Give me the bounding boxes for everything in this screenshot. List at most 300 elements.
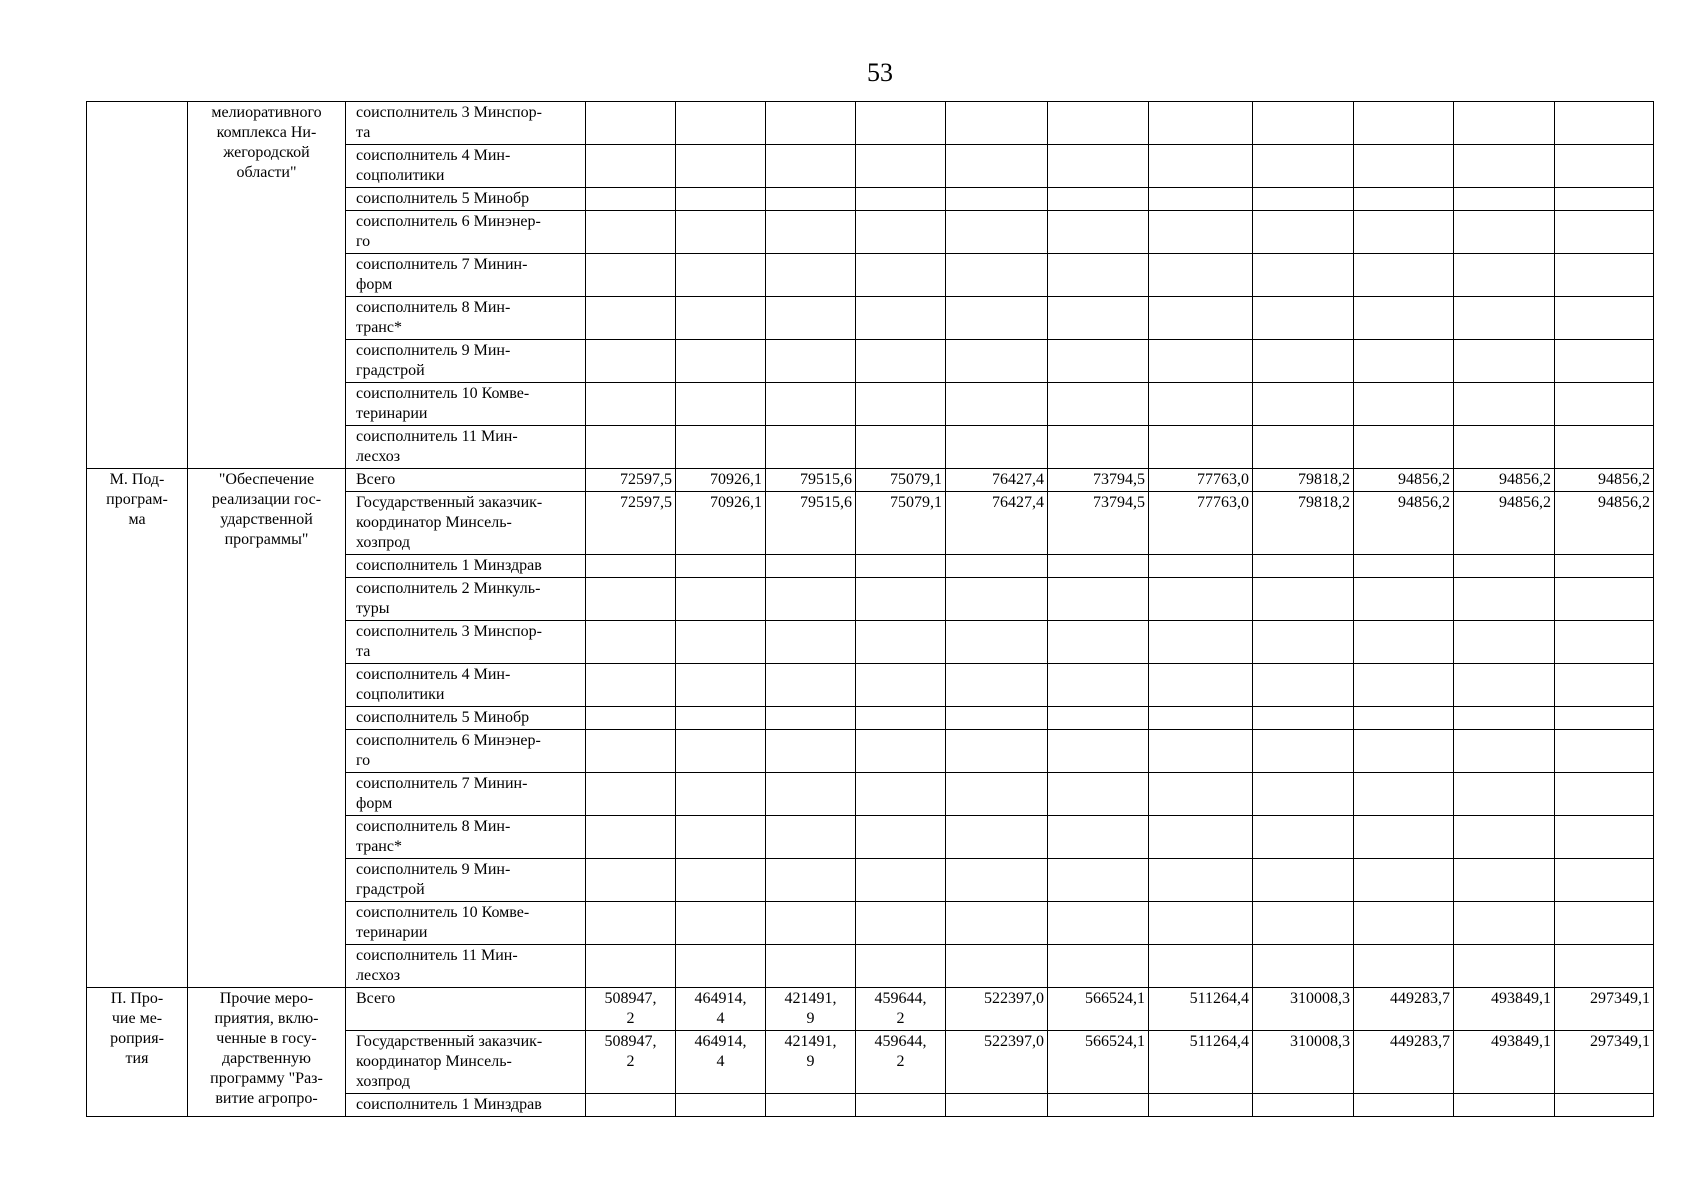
executor-cell: соисполнитель 4 Мин- соцполитики [346,145,586,188]
value-cell [1454,621,1555,664]
value-cell [856,426,946,469]
value-cell: 79515,6 [766,469,856,492]
value-cell: 94856,2 [1555,469,1654,492]
subprogram-cell [87,102,188,469]
value-cell [766,773,856,816]
value-cell [1555,383,1654,426]
value-cell [1354,578,1454,621]
value-cell [766,254,856,297]
value-cell [676,902,766,945]
executor-cell: соисполнитель 3 Минспор- та [346,621,586,664]
value-cell [946,621,1048,664]
value-cell [676,707,766,730]
executor-cell: соисполнитель 10 Комве- теринарии [346,383,586,426]
value-cell [1354,730,1454,773]
value-cell [1354,773,1454,816]
value-cell [766,707,856,730]
value-cell [946,254,1048,297]
value-cell: 522397,0 [946,988,1048,1031]
value-cell [946,707,1048,730]
table-row [87,469,1654,492]
value-cell [766,621,856,664]
value-cell [1048,578,1149,621]
executor-cell: соисполнитель 6 Минэнер- го [346,211,586,254]
value-cell [1555,578,1654,621]
value-cell [1354,902,1454,945]
value-cell [1253,773,1354,816]
value-cell [676,340,766,383]
value-cell [1454,188,1555,211]
value-cell [1253,297,1354,340]
value-cell [766,578,856,621]
value-cell [946,578,1048,621]
value-cell [1253,340,1354,383]
value-cell [1149,816,1253,859]
value-cell [1454,102,1555,145]
value-cell [946,773,1048,816]
value-cell [1149,773,1253,816]
value-cell [1253,816,1354,859]
value-cell [1555,555,1654,578]
value-cell [586,773,676,816]
value-cell [1149,145,1253,188]
value-cell [1555,859,1654,902]
value-cell [766,297,856,340]
value-cell [1354,297,1454,340]
value-cell: 566524,1 [1048,988,1149,1031]
value-cell [586,859,676,902]
value-cell [1149,555,1253,578]
value-cell [676,188,766,211]
value-cell [766,730,856,773]
executor-cell: соисполнитель 9 Мин- градстрой [346,859,586,902]
value-cell [1354,816,1454,859]
value-cell [1149,188,1253,211]
value-cell [766,102,856,145]
value-cell [1253,211,1354,254]
value-cell [856,578,946,621]
value-cell [1454,816,1555,859]
value-cell [1354,621,1454,664]
value-cell [856,383,946,426]
value-cell: 449283,7 [1354,1031,1454,1094]
value-cell: 77763,0 [1149,492,1253,555]
value-cell: 79515,6 [766,492,856,555]
value-cell [586,902,676,945]
value-cell [766,1094,856,1117]
value-cell [1253,859,1354,902]
value-cell [676,297,766,340]
executor-cell: соисполнитель 11 Мин- лесхоз [346,945,586,988]
value-cell [1555,730,1654,773]
value-cell [676,816,766,859]
value-cell [1253,145,1354,188]
value-cell [1149,297,1253,340]
value-cell [1555,816,1654,859]
value-cell [1048,1094,1149,1117]
value-cell [586,426,676,469]
value-cell [856,188,946,211]
value-cell [856,730,946,773]
executor-cell: соисполнитель 4 Мин- соцполитики [346,664,586,707]
value-cell [586,297,676,340]
value-cell [766,902,856,945]
value-cell [1454,664,1555,707]
executor-cell: соисполнитель 1 Минздрав [346,555,586,578]
value-cell [676,254,766,297]
value-cell [586,730,676,773]
value-cell: 310008,3 [1253,988,1354,1031]
value-cell: 70926,1 [676,469,766,492]
executor-cell: Всего [346,988,586,1031]
value-cell: 566524,1 [1048,1031,1149,1094]
value-cell [856,102,946,145]
executor-cell: соисполнитель 10 Комве- теринарии [346,902,586,945]
value-cell [1454,383,1555,426]
value-cell [1253,254,1354,297]
value-cell [856,664,946,707]
value-cell [676,578,766,621]
program-title-cell: мелиоративного комплекса Ни- жегородской области" [188,102,346,469]
value-cell [1354,254,1454,297]
value-cell [1555,945,1654,988]
value-cell [586,707,676,730]
value-cell [1149,945,1253,988]
value-cell [1048,340,1149,383]
value-cell [1354,664,1454,707]
value-cell: 79818,2 [1253,469,1354,492]
value-cell [1253,188,1354,211]
value-cell [1454,555,1555,578]
value-cell [1454,211,1555,254]
value-cell: 73794,5 [1048,469,1149,492]
value-cell [1048,254,1149,297]
value-cell [946,816,1048,859]
value-cell [586,816,676,859]
value-cell [1048,707,1149,730]
value-cell [676,555,766,578]
value-cell [1555,773,1654,816]
executor-cell: Всего [346,469,586,492]
value-cell [856,945,946,988]
value-cell [1555,902,1654,945]
value-cell [1253,707,1354,730]
executor-cell: соисполнитель 8 Мин- транс* [346,816,586,859]
value-cell [856,254,946,297]
value-cell [586,578,676,621]
value-cell [766,664,856,707]
value-cell: 72597,5 [586,469,676,492]
value-cell [946,859,1048,902]
value-cell [1454,707,1555,730]
value-cell [766,188,856,211]
value-cell: 449283,7 [1354,988,1454,1031]
value-cell [1149,383,1253,426]
page-number: 53 [867,58,893,87]
value-cell [586,1094,676,1117]
value-cell: 310008,3 [1253,1031,1354,1094]
value-cell: 94856,2 [1454,469,1555,492]
value-cell [856,902,946,945]
value-cell [1454,859,1555,902]
executor-cell: соисполнитель 8 Мин- транс* [346,297,586,340]
value-cell [676,621,766,664]
value-cell [676,426,766,469]
value-cell: 94856,2 [1555,492,1654,555]
value-cell: 464914, 4 [676,1031,766,1094]
value-cell [1048,297,1149,340]
value-cell [946,902,1048,945]
value-cell [586,555,676,578]
value-cell [946,102,1048,145]
value-cell: 421491, 9 [766,988,856,1031]
value-cell [1149,102,1253,145]
value-cell [1149,902,1253,945]
value-cell [856,297,946,340]
value-cell [1555,1094,1654,1117]
value-cell [1048,621,1149,664]
value-cell [1149,859,1253,902]
value-cell: 73794,5 [1048,492,1149,555]
value-cell [1149,1094,1253,1117]
value-cell [766,859,856,902]
value-cell [586,102,676,145]
value-cell: 508947, 2 [586,1031,676,1094]
executor-cell: соисполнитель 5 Минобр [346,707,586,730]
value-cell [856,621,946,664]
value-cell [946,730,1048,773]
value-cell [586,383,676,426]
value-cell: 493849,1 [1454,988,1555,1031]
value-cell [1048,902,1149,945]
value-cell: 76427,4 [946,469,1048,492]
subprogram-cell: П. Про- чие ме- роприя- тия [87,988,188,1117]
value-cell [1253,426,1354,469]
value-cell [1354,102,1454,145]
subprogram-cell: М. Под- програм- ма [87,469,188,988]
value-cell [1454,773,1555,816]
value-cell [1048,211,1149,254]
value-cell: 421491, 9 [766,1031,856,1094]
value-cell [856,1094,946,1117]
executor-cell: соисполнитель 9 Мин- градстрой [346,340,586,383]
value-cell [586,145,676,188]
value-cell [1555,211,1654,254]
value-cell [1253,1094,1354,1117]
value-cell [1149,254,1253,297]
value-cell [1048,664,1149,707]
value-cell [586,664,676,707]
value-cell [946,188,1048,211]
value-cell: 511264,4 [1149,988,1253,1031]
value-cell [856,816,946,859]
value-cell [766,340,856,383]
budget-table [86,101,1654,1117]
value-cell [586,254,676,297]
value-cell [1354,188,1454,211]
value-cell [1454,254,1555,297]
value-cell [856,340,946,383]
executor-cell: соисполнитель 11 Мин- лесхоз [346,426,586,469]
value-cell [1149,578,1253,621]
value-cell [1048,555,1149,578]
value-cell: 72597,5 [586,492,676,555]
value-cell [766,145,856,188]
value-cell [766,383,856,426]
value-cell [1253,578,1354,621]
value-cell [676,664,766,707]
value-cell [1149,340,1253,383]
value-cell [1555,340,1654,383]
value-cell [676,145,766,188]
value-cell [1149,426,1253,469]
value-cell [676,773,766,816]
value-cell [1048,816,1149,859]
value-cell [586,621,676,664]
value-cell [1253,945,1354,988]
value-cell [856,773,946,816]
value-cell: 94856,2 [1454,492,1555,555]
value-cell [1048,145,1149,188]
value-cell [1253,621,1354,664]
value-cell [1454,730,1555,773]
value-cell: 511264,4 [1149,1031,1253,1094]
value-cell: 75079,1 [856,469,946,492]
value-cell [1555,102,1654,145]
value-cell [1354,211,1454,254]
value-cell [1555,145,1654,188]
executor-cell: соисполнитель 5 Минобр [346,188,586,211]
value-cell [1048,102,1149,145]
value-cell [1354,383,1454,426]
value-cell [1354,340,1454,383]
value-cell [856,707,946,730]
value-cell: 493849,1 [1454,1031,1555,1094]
value-cell [1149,621,1253,664]
value-cell: 297349,1 [1555,988,1654,1031]
value-cell [1149,664,1253,707]
table-row [87,102,1654,145]
value-cell [1253,383,1354,426]
value-cell [1555,707,1654,730]
program-title-cell: Прочие меро- приятия, вклю- ченные в госу- дарственную программу "Раз- витие агропро- [188,988,346,1117]
value-cell [1048,383,1149,426]
value-cell [1048,773,1149,816]
value-cell: 508947, 2 [586,988,676,1031]
value-cell [856,145,946,188]
executor-cell: Государственный заказчик- координатор Минсель- хозпрод [346,492,586,555]
value-cell [676,859,766,902]
value-cell [676,1094,766,1117]
value-cell [1048,945,1149,988]
value-cell [1253,555,1354,578]
value-cell: 70926,1 [676,492,766,555]
executor-cell: соисполнитель 2 Минкуль- туры [346,578,586,621]
value-cell: 94856,2 [1354,469,1454,492]
executor-cell: соисполнитель 7 Минин- форм [346,254,586,297]
value-cell [1149,730,1253,773]
value-cell [1048,859,1149,902]
executor-cell: Государственный заказчик- координатор Минсель- хозпрод [346,1031,586,1094]
value-cell: 297349,1 [1555,1031,1654,1094]
value-cell [1454,902,1555,945]
value-cell [1454,1094,1555,1117]
value-cell: 75079,1 [856,492,946,555]
value-cell [1253,902,1354,945]
value-cell [946,211,1048,254]
value-cell [1354,707,1454,730]
value-cell [946,664,1048,707]
value-cell [766,816,856,859]
value-cell [676,730,766,773]
program-title-cell: "Обеспечение реализации гос- ударственной программы" [188,469,346,988]
executor-cell: соисполнитель 6 Минэнер- го [346,730,586,773]
value-cell [856,555,946,578]
value-cell [1354,145,1454,188]
value-cell [766,945,856,988]
value-cell [946,145,1048,188]
value-cell [1253,730,1354,773]
value-cell [1354,555,1454,578]
value-cell: 79818,2 [1253,492,1354,555]
value-cell [1354,426,1454,469]
value-cell [1253,102,1354,145]
value-cell [676,945,766,988]
value-cell [1454,578,1555,621]
value-cell [1454,297,1555,340]
value-cell [766,426,856,469]
value-cell [1048,188,1149,211]
value-cell [586,188,676,211]
value-cell [946,555,1048,578]
value-cell [1555,426,1654,469]
value-cell [1048,426,1149,469]
value-cell [1253,664,1354,707]
executor-cell: соисполнитель 7 Минин- форм [346,773,586,816]
value-cell [586,211,676,254]
value-cell [1048,730,1149,773]
value-cell [676,383,766,426]
executor-cell: соисполнитель 3 Минспор- та [346,102,586,145]
value-cell [676,102,766,145]
value-cell [1555,621,1654,664]
executor-cell: соисполнитель 1 Минздрав [346,1094,586,1117]
value-cell [1454,945,1555,988]
value-cell [946,383,1048,426]
value-cell: 522397,0 [946,1031,1048,1094]
value-cell [766,555,856,578]
value-cell [946,945,1048,988]
value-cell [1454,340,1555,383]
value-cell [1555,188,1654,211]
value-cell [1354,859,1454,902]
value-cell [1454,145,1555,188]
value-cell [586,340,676,383]
value-cell: 464914, 4 [676,988,766,1031]
value-cell [1149,211,1253,254]
value-cell [1354,1094,1454,1117]
value-cell [946,426,1048,469]
value-cell [946,340,1048,383]
value-cell [1555,254,1654,297]
value-cell: 76427,4 [946,492,1048,555]
value-cell [946,297,1048,340]
value-cell [856,859,946,902]
value-cell [946,1094,1048,1117]
value-cell: 77763,0 [1149,469,1253,492]
value-cell: 459644, 2 [856,988,946,1031]
value-cell [676,211,766,254]
